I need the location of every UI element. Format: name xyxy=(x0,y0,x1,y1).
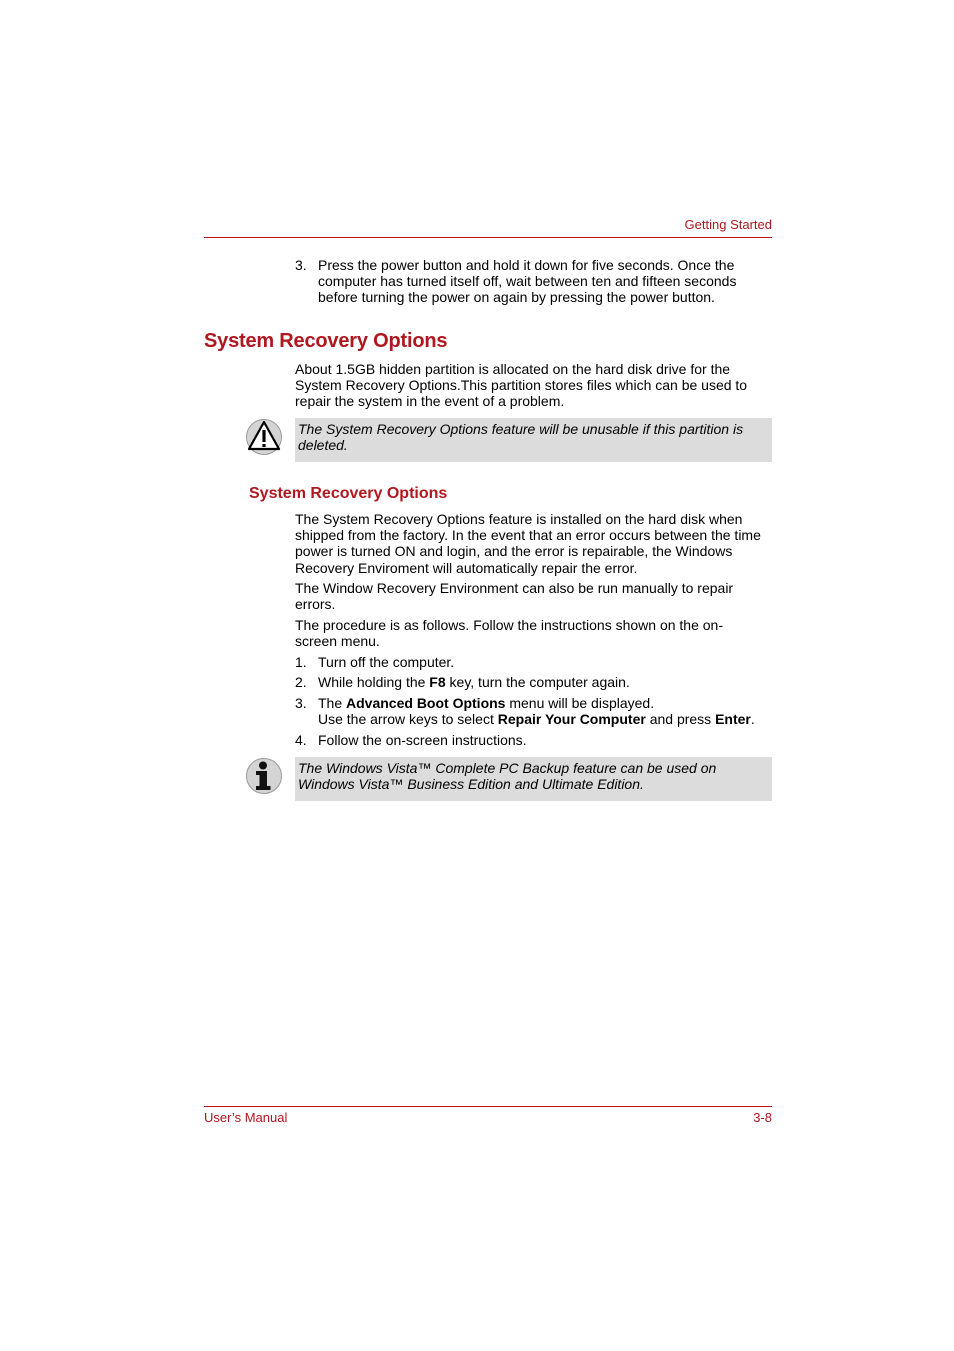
text-line: System Recovery Options.This partition stores files which can be used to xyxy=(295,377,748,394)
step-3-number: 3. xyxy=(295,695,307,711)
step-4-text: Follow the on-screen instructions. xyxy=(318,732,527,748)
step-3-text xyxy=(318,695,755,727)
text-line: The Windows Vista™ Complete PC Backup feature can be used on xyxy=(298,760,717,776)
subsection-paragraph-1 xyxy=(295,511,761,576)
step-4-number: 4. xyxy=(295,732,307,748)
intro-step-text xyxy=(318,257,736,306)
text-line: The procedure is as follows. Follow the instructions shown on the on- xyxy=(295,617,723,633)
text-line: The Advanced Boot Options menu will be displayed. xyxy=(318,695,655,711)
step-1-text: Turn off the computer. xyxy=(318,654,455,670)
step-2-key: F8 xyxy=(429,674,446,690)
text-line: repair the system in the event of a problem. xyxy=(295,393,565,410)
text-line: power is turned ON and login, and the error is repairable, the Windows xyxy=(295,543,733,560)
text-line: Windows Vista™ Business Edition and Ultimate Edition. xyxy=(298,776,644,793)
section-paragraph xyxy=(295,361,747,410)
footer-rule xyxy=(204,1106,772,1107)
subsection-paragraph-2 xyxy=(295,580,733,612)
subsection-title: System Recovery Options xyxy=(249,485,448,502)
footer-left: User’s Manual xyxy=(204,1110,288,1125)
text-line: screen menu. xyxy=(295,633,380,650)
text-line: The System Recovery Options feature will be unusable if this partition is xyxy=(298,421,744,437)
text-line: About 1.5GB hidden partition is allocated on the hard disk drive for the xyxy=(295,361,731,377)
step-2-post: key, turn the computer again. xyxy=(445,674,630,690)
info-note xyxy=(295,757,772,801)
running-header: Getting Started xyxy=(684,217,772,232)
text-line: before turning the power on again by pressing the power button. xyxy=(318,289,715,306)
text-line: deleted. xyxy=(298,437,348,454)
step-1-number: 1. xyxy=(295,654,307,670)
info-icon xyxy=(245,757,283,795)
subsection-paragraph-3 xyxy=(295,617,723,649)
intro-step-number: 3. xyxy=(295,257,307,273)
page-number: 3-8 xyxy=(753,1110,772,1125)
text-line: errors. xyxy=(295,596,336,613)
section-title: System Recovery Options xyxy=(204,330,448,352)
warning-note xyxy=(295,418,772,462)
warning-triangle-icon xyxy=(245,418,283,456)
header-rule xyxy=(204,237,772,238)
text-line: computer has turned itself off, wait between ten and fifteen seconds xyxy=(318,273,737,290)
text-line: Press the power button and hold it down for five seconds. Once the xyxy=(318,257,735,273)
text-line: The Window Recovery Environment can also be run manually to repair xyxy=(295,580,734,596)
step-2-pre: While holding the xyxy=(318,674,430,690)
text-line: Use the arrow keys to select Repair Your Computer and press Enter. xyxy=(318,711,755,728)
step-2-number: 2. xyxy=(295,674,307,690)
step-2-text xyxy=(318,674,630,690)
text-line: The System Recovery Options feature is installed on the hard disk when xyxy=(295,511,743,527)
text-line: shipped from the factory. In the event that an error occurs between the time xyxy=(295,527,761,544)
text-line: Recovery Enviroment will automatically repair the error. xyxy=(295,559,638,576)
